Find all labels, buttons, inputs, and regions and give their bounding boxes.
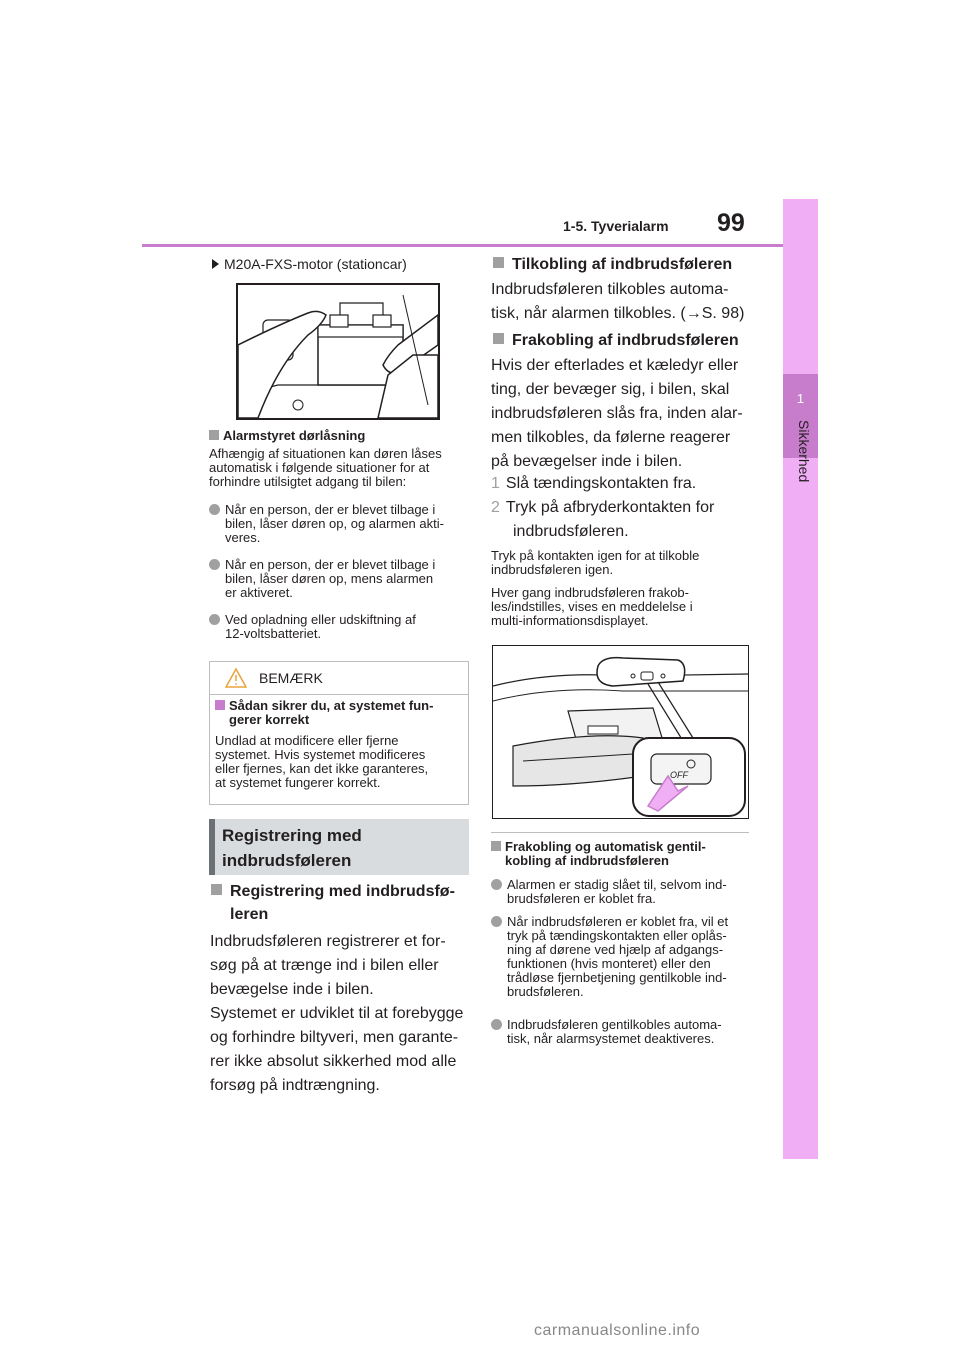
watermark: carmanualsonline.info — [534, 1322, 701, 1339]
alarm-intro: Afhængig af situationen kan døren låses automatisk i følgende situationer for at forhindre utilsigtet adgang til bilen: — [209, 446, 442, 489]
engine-battery-illustration — [236, 283, 440, 420]
square-bullet-icon — [493, 333, 504, 344]
reg-heading: Registrering med indbrudsfø- leren — [211, 880, 455, 926]
note-1: Tryk på kontakten igen for at tilkoble indbrudsføleren igen. — [491, 548, 700, 577]
note-2: Hver gang indbrudsføleren frakob- les/indstilles, vises en meddelelse i multi-informationsdisplayet. — [491, 585, 693, 628]
caption-arrow-icon — [212, 259, 219, 269]
square-bullet-icon — [493, 257, 504, 268]
reg-text-1: Indbrudsføleren registrerer et for- søg på at trænge ind i bilen eller bevægelse inde i bilen. — [210, 933, 446, 998]
auto-heading: Frakobling og automatisk gentil- kobling af indbrudsføleren — [491, 840, 706, 868]
warning-triangle-icon — [224, 667, 248, 694]
alarm-bullet-1: Når en person, der er blevet tilbage i bilen, låser døren op, og alarmen akti- veres. — [209, 503, 444, 545]
figure-caption: M20A-FXS-motor (stationcar) — [212, 257, 407, 271]
notice-divider — [209, 694, 469, 695]
step-2: 2 Tryk på afbryderkontakten for indbrudsføleren. — [491, 499, 715, 540]
square-bullet-icon — [215, 700, 225, 710]
section-title: 1-5. Tyverialarm — [563, 218, 669, 234]
section-divider — [491, 832, 749, 833]
bullet-dot-icon — [209, 614, 220, 625]
intrusion-sensor-illustration — [492, 645, 749, 819]
side-tab-label: Sikkerhed — [796, 420, 812, 483]
bullet-dot-icon — [491, 879, 502, 890]
page-number: 99 — [717, 209, 745, 237]
notice-heading: Sådan sikrer du, at systemet fun- gerer korrekt — [215, 699, 433, 727]
reg-text-2: Systemet er udviklet til at forebygge og forhindre biltyveri, men garante- rer ikke absolut sikkerhed mod alle forsøg på indtrængning. — [210, 1005, 464, 1094]
notice-label: BEMÆRK — [259, 670, 323, 686]
notice-text: Undlad at modificere eller fjerne systemet. Hvis systemet modificeres eller fjernes, kan det ikke garanteres, at systemet fungerer korrekt. — [215, 733, 429, 790]
step-1: 1 Slå tændingskontakten fra. — [491, 475, 697, 492]
header-rule — [142, 244, 783, 247]
alarm-heading: Alarmstyret dørlåsning — [209, 429, 365, 443]
auto-bullet-3: Indbrudsføleren gentilkobles automa- tisk, når alarmsystemet deaktiveres. — [491, 1018, 722, 1046]
disconnect-text: Hvis der efterlades et kæledyr eller ting, der bevæger sig, i bilen, skal indbrudsføleren slås fra, inden alar- men tilkobles, da følerne reagerer på bevægelser inde i bilen. — [491, 357, 743, 470]
connect-text: Indbrudsføleren tilkobles automa- tisk, når alarmen tilkobles. (→S. 98) — [491, 281, 745, 322]
auto-bullet-2: Når indbrudsføleren er koblet fra, vil et tryk på tændingskontakten eller oplås- ning af dørene ved hjælp af adgangs- funktionen (hvis monteret) eller den trådløse fjernbetjening gentilkoble ind- brudsføleren. — [491, 915, 728, 999]
bullet-dot-icon — [209, 559, 220, 570]
auto-bullet-1: Alarmen er stadig slået til, selvom ind- brudsføleren er koblet fra. — [491, 878, 727, 906]
section-heading: Registrering med indbrudsføleren — [222, 826, 362, 870]
side-tab-number: 1 — [796, 391, 805, 406]
bullet-dot-icon — [491, 916, 502, 927]
square-bullet-icon — [209, 430, 219, 440]
disconnect-heading: Frakobling af indbrudsføleren — [493, 330, 739, 352]
bullet-dot-icon — [209, 504, 220, 515]
bullet-dot-icon — [491, 1019, 502, 1030]
side-tab — [783, 199, 818, 1159]
alarm-bullet-3: Ved opladning eller udskiftning af 12-voltsbatteriet. — [209, 613, 416, 641]
square-bullet-icon — [211, 884, 222, 895]
battery-illustration-icon — [238, 285, 438, 418]
connect-heading: Tilkobling af indbrudsføleren — [493, 254, 732, 276]
alarm-bullet-2: Når en person, der er blevet tilbage i bilen, låser døren op, mens alarmen er aktiveret. — [209, 558, 435, 600]
square-bullet-icon — [491, 841, 501, 851]
switch-label: OFF — [670, 770, 688, 780]
overhead-console-icon — [493, 646, 748, 818]
